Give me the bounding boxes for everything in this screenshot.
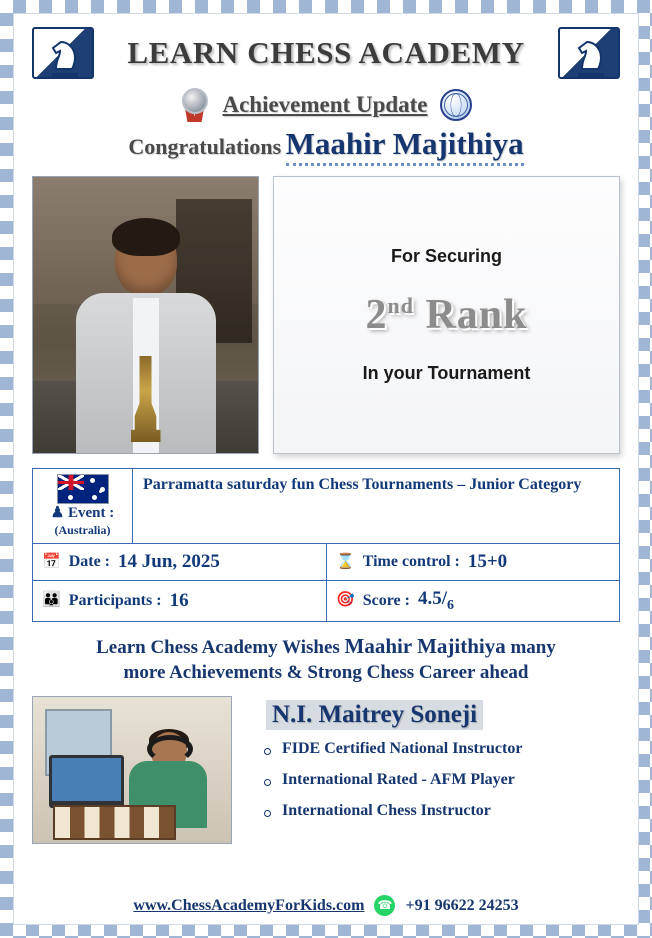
participants-value: 16 (169, 589, 189, 611)
score-cell (326, 581, 619, 621)
coach-name: N.I. Maitrey Soneji (266, 700, 483, 730)
event-label-text: Event : (67, 505, 115, 521)
congratulations-line (32, 126, 620, 162)
date-value: 14 Jun, 2025 (118, 551, 220, 572)
wishes-name: Maahir Majithiya (344, 633, 506, 658)
score-value: $4.5/_6$ (417, 588, 454, 613)
whatsapp-icon (374, 895, 395, 916)
coach-credentials (248, 740, 620, 820)
time-value: 15+0 (467, 551, 508, 572)
date-cell (33, 544, 326, 580)
event-label (51, 505, 114, 522)
list-item: International Rated - AFM Player (248, 771, 620, 789)
table-row-event (33, 469, 619, 544)
coach-block (248, 696, 620, 844)
country-label: (Australia) (54, 523, 111, 537)
footer (14, 895, 638, 916)
globe-icon (440, 89, 472, 121)
for-securing-label: For Securing (390, 246, 502, 266)
score-total: 6 (446, 597, 454, 613)
wishes-suffix: many (510, 636, 556, 658)
achievement-row (32, 86, 620, 124)
rank-value (365, 291, 527, 339)
table-row-date-time (33, 544, 619, 581)
australia-flag-icon (57, 474, 109, 504)
time-label: Time control : (362, 553, 460, 570)
coaching-photo (32, 696, 232, 844)
website-link[interactable]: www.ChessAcademyForKids.com (133, 896, 365, 914)
page-title: LEARN CHESS ACADEMY (127, 35, 525, 70)
list-item: International Chess Instructor (248, 802, 620, 820)
time-control-cell (326, 544, 619, 580)
medal-icon (180, 88, 210, 122)
participants-label: Participants : (68, 591, 162, 609)
list-item: FIDE Certified National Instructor (248, 740, 620, 758)
in-tournament-label: In your Tournament (362, 363, 531, 383)
calendar-icon: 📅 (42, 553, 61, 570)
student-name: Maahir Majithiya (286, 126, 524, 166)
wishes-text (32, 632, 620, 686)
target-icon: 🎯 (336, 592, 355, 609)
rank-number: 2 (365, 292, 388, 338)
congrats-prefix: Congratulations (128, 134, 282, 159)
header (32, 22, 620, 84)
details-table (32, 468, 620, 622)
participants-cell (33, 581, 326, 621)
people-icon: 👪 (42, 592, 61, 609)
score-label: Score : (362, 591, 410, 609)
score-points: 4.5 (417, 588, 442, 609)
country-cell (33, 469, 133, 543)
phone-number: +91 96622 24253 (405, 896, 519, 914)
poster-content (14, 14, 638, 924)
rank-word: Rank (425, 292, 528, 338)
rank-suffix: nd (387, 293, 414, 318)
poster-inner (13, 13, 639, 925)
event-value: Parramatta saturday fun Chess Tournaments – Junior Category (143, 476, 582, 493)
student-photo (32, 176, 259, 454)
person-icon: ♟ (50, 505, 65, 521)
rank-box (273, 176, 620, 454)
chess-knight-logo-left (32, 27, 94, 79)
wishes-prefix: Learn Chess Academy Wishes (96, 636, 340, 658)
bottom-section (32, 696, 620, 844)
chess-knight-logo-right (558, 27, 620, 79)
middle-section (32, 176, 620, 454)
achievement-label: Achievement Update (222, 92, 428, 117)
wishes-line2: more Achievements & Strong Chess Career ahead (123, 662, 529, 684)
hourglass-icon: ⌛ (336, 553, 355, 570)
date-label: Date : (68, 553, 110, 570)
table-row-participants-score (33, 581, 619, 621)
